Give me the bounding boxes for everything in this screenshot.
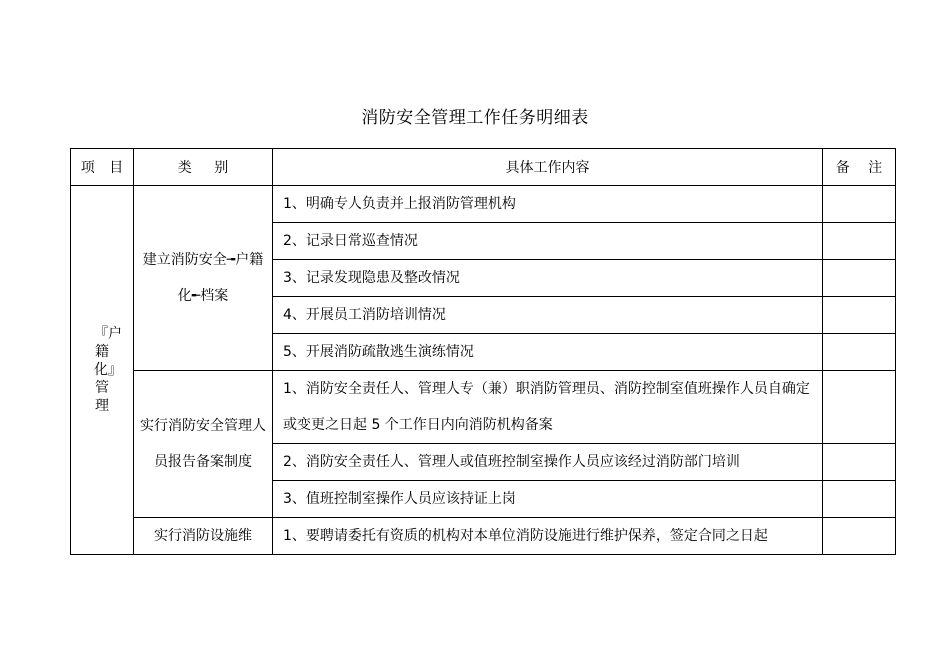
content-cell xyxy=(273,371,823,444)
content-cell xyxy=(273,334,823,371)
header-category: 类 别 xyxy=(134,149,273,186)
remark-cell xyxy=(823,481,896,518)
remark-cell xyxy=(823,444,896,481)
category-label: 实行消防安全管理人员报告备案制度 xyxy=(140,418,266,470)
task-table xyxy=(70,148,896,555)
table-row xyxy=(71,371,896,444)
content-cell xyxy=(273,481,823,518)
category-cell xyxy=(134,518,273,555)
content-cell xyxy=(273,297,823,334)
content-text: 2、消防安全责任人、管理人或值班控制室操作人员应该经过消防部门培训 xyxy=(283,454,740,470)
remark-cell xyxy=(823,223,896,260)
content-text: 3、值班控制室操作人员应该持证上岗 xyxy=(283,491,516,507)
table-header-row xyxy=(71,149,896,186)
category-cell xyxy=(134,371,273,518)
category-cell xyxy=(134,186,273,371)
content-text: 1、明确专人负责并上报消防管理机构 xyxy=(283,196,516,212)
header-content: 具体工作内容 xyxy=(273,149,823,186)
content-text: 3、记录发现隐患及整改情况 xyxy=(283,270,460,286)
content-cell xyxy=(273,186,823,223)
remark-cell xyxy=(823,260,896,297)
project-cell xyxy=(71,186,134,555)
remark-cell xyxy=(823,371,896,444)
content-cell xyxy=(273,444,823,481)
table-row xyxy=(71,518,896,555)
content-text: 2、记录日常巡查情况 xyxy=(283,233,418,249)
content-text: 4、开展员工消防培训情况 xyxy=(283,307,446,323)
content-text: 5、开展消防疏散逃生演练情况 xyxy=(283,344,474,360)
content-text: 1、要聘请委托有资质的机构对本单位消防设施进行维护保养，签定合同之日起 xyxy=(283,528,768,544)
content-cell xyxy=(273,223,823,260)
category-label: 实行消防设施维 xyxy=(154,528,252,544)
content-text: 1、消防安全责任人、管理人专（兼）职消防管理员、消防控制室值班操作人员自确定或变更之日起 5 个工作日内向消防机构备案 xyxy=(283,381,810,433)
document-title: 消防安全管理工作任务明细表 xyxy=(361,108,589,128)
content-cell xyxy=(273,260,823,297)
remark-cell xyxy=(823,334,896,371)
category-label: 建立消防安全╼户籍化╾档案 xyxy=(142,252,264,304)
remark-cell xyxy=(823,186,896,223)
remark-cell xyxy=(823,518,896,555)
table-row xyxy=(71,186,896,223)
project-name: 『户籍化』管理 xyxy=(94,325,122,414)
remark-cell xyxy=(823,297,896,334)
content-cell xyxy=(273,518,823,555)
header-project: 项 目 xyxy=(71,149,134,186)
header-remark: 备 注 xyxy=(823,149,896,186)
